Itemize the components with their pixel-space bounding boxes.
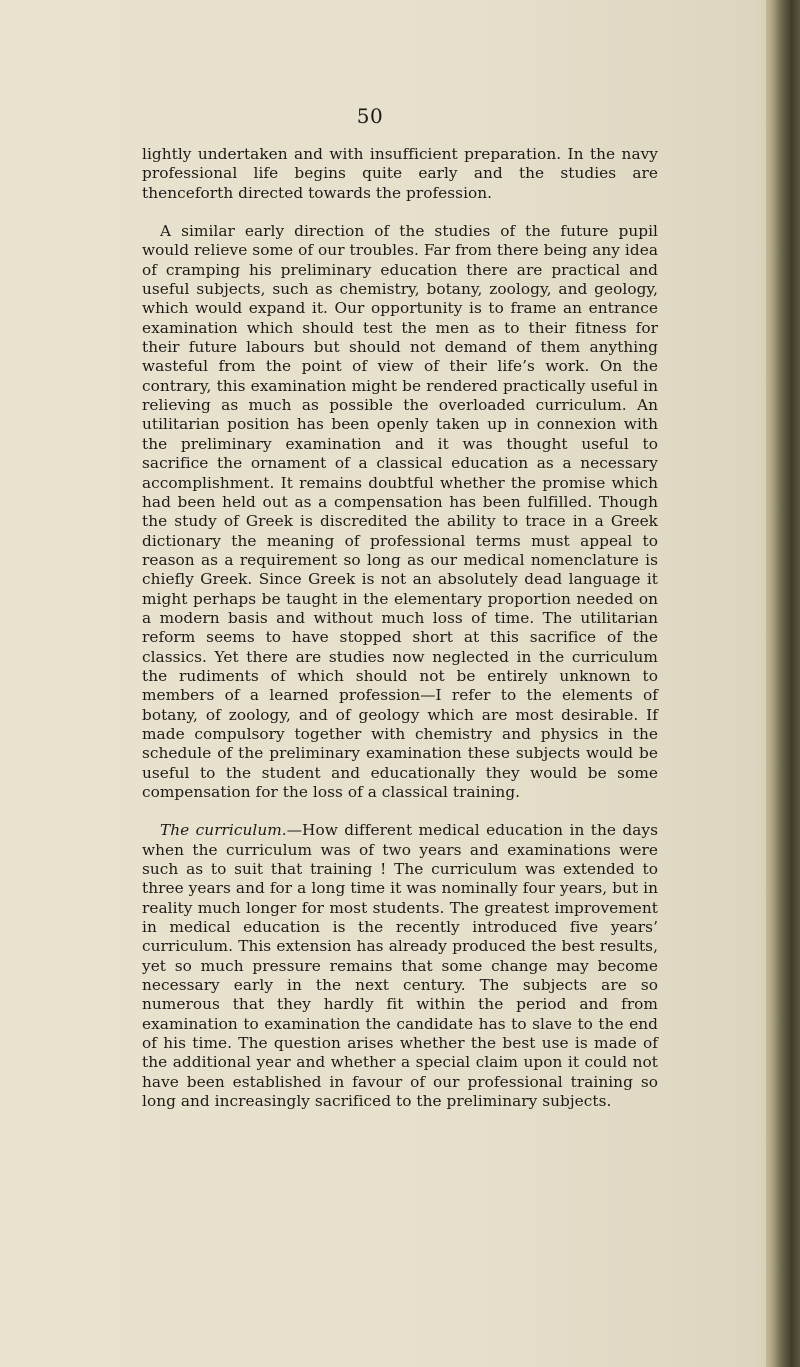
- body-text: [142, 145, 658, 1112]
- paragraph-preliminary-education: [142, 222, 658, 802]
- paragraph-2-text: A similar early direction of the studies of the future pupil would relieve some of our troubles. Far from there being any idea of cramping his preliminary education there are practical and useful subjects, such as chemistry, botany, zoology, and geology, which would expand it. Our opportunity is to frame an entrance examination which should test the men as to their fitness for their future labours but should not demand of them anything wasteful from the point of view of their life’s work. On the contrary, this examination might be rendered practically useful in relieving as much as possible the overloaded curriculum. An utilitarian position has been openly taken up in connexion with the preliminary examination and it was thought useful to sacrifice the ornament of a classical education as a necessary accomplishment. It remains doubtful whether the promise which had been held out as a compensation has been fulfilled. Though the study of Greek is discredited the ability to trace in a Greek dictionary the meaning of professional terms must appeal to reason as a requirement so long as our medical nomenclature is chiefly Greek. Since Greek is not an absolutely dead language it might perhaps be taught in the elementary proportion needed on a modern basis and without much loss of time. The utilitarian reform seems to have stopped short at this sacrifice of the classics. Yet there are studies now neglected in the curriculum the rudiments of which should not be entirely unknown to members of a learned profession—I refer to the elements of botany, of zoology, and of geology which are most desirable. If made compulsory together with chemistry and physics in the schedule of the preliminary examination these subjects would be useful to the student and educationally they would be some compensation for the loss of a classical training.: [142, 222, 658, 801]
- paragraph-continuation: [142, 145, 658, 203]
- paragraph-curriculum: [142, 821, 658, 1111]
- page-number: 50: [356, 104, 384, 128]
- paragraph-1-text: lightly undertaken and with insufficient preparation. In the navy professional life begins quite early and the studies are thenceforth directed towards the profession.: [142, 145, 658, 202]
- page-edge-shadow: [766, 0, 800, 1367]
- run-in-heading: The curriculum.: [160, 821, 287, 840]
- paragraph-3-text: —How different medical education in the days when the curriculum was of two years and examinations were such as to suit that training ! The curriculum was extended to three years and for a long time it was nominally four years, but in reality much longer for most students. The greatest improvement in medical education is the recently introduced five years’ curriculum. This extension has already produced the best results, yet so much pressure remains that some change may become necessary early in the next century. The subjects are so numerous that they hardly fit within the period and from examination to examination the candidate has to slave to the end of his time. The question arises whether the best use is made of the additional year and whether a special claim upon it could not have been established in favour of our professional training so long and increasingly sacrificed to the preliminary subjects.: [142, 821, 659, 1111]
